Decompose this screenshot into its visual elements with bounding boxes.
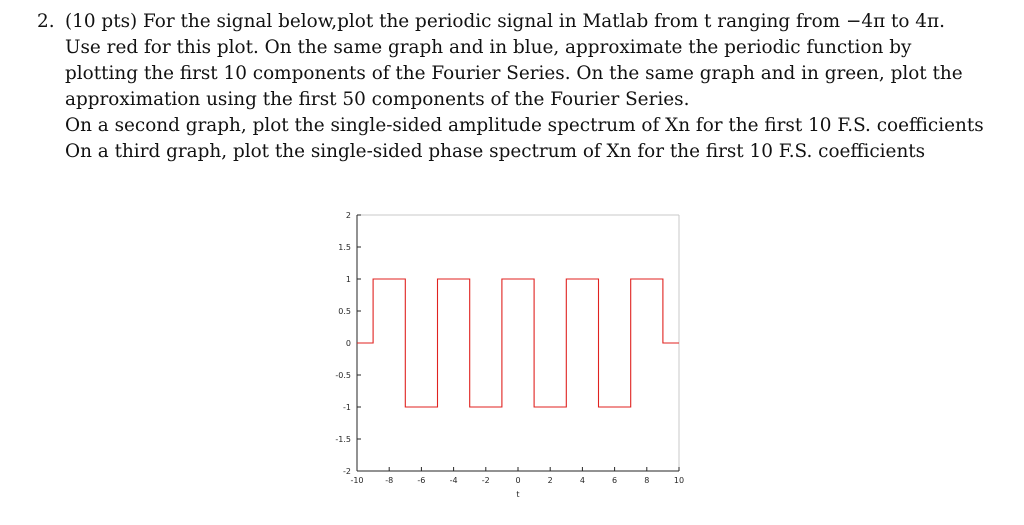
x-tick-label: -2	[481, 476, 490, 485]
x-tick-label: -8	[385, 476, 394, 485]
problem-line: approximation using the first 50 components of the Fourier Series.	[65, 89, 690, 110]
y-tick-label: -1.5	[335, 435, 351, 444]
y-tick-label: 2	[345, 211, 351, 220]
signal-series-line	[357, 279, 679, 407]
x-tick-label: 6	[612, 476, 618, 485]
problem-text-1: (10 pts) For the signal below,plot the periodic signal in Matlab from t ranging from −4π to 4π.	[65, 11, 945, 32]
x-tick-label: -10	[350, 476, 364, 485]
x-tick-label: -4	[449, 476, 458, 485]
y-tick-label: -1	[343, 403, 351, 412]
x-axis-label: t	[516, 490, 520, 499]
problem-line: Use red for this plot. On the same graph and in blue, approximate the periodic function by	[65, 37, 912, 58]
y-tick-label: 1	[345, 275, 351, 284]
problem-line: On a second graph, plot the single-sided amplitude spectrum of Xn for the first 10 F.S. coefficients	[65, 115, 984, 136]
x-tick-label: 8	[644, 476, 650, 485]
y-tick-label: -2	[343, 467, 351, 476]
problem-line	[37, 9, 1012, 35]
y-tick-label: -0.5	[335, 371, 351, 380]
problem-statement	[37, 9, 1012, 165]
y-tick-label: 0	[345, 339, 351, 348]
signal-plot-svg	[320, 205, 700, 505]
x-tick-label: -6	[417, 476, 426, 485]
x-tick-label: 0	[515, 476, 521, 485]
x-tick-label: 2	[547, 476, 553, 485]
signal-plot	[320, 205, 700, 509]
problem-line: plotting the first 10 components of the Fourier Series. On the same graph and in green, plot the	[65, 63, 963, 84]
x-tick-label: 4	[579, 476, 585, 485]
problem-line: On a third graph, plot the single-sided phase spectrum of Xn for the first 10 F.S. coefficients	[65, 141, 926, 162]
x-tick-label: 10	[673, 476, 685, 485]
y-tick-label: 1.5	[338, 243, 351, 252]
problem-number: 2.	[37, 11, 55, 32]
y-tick-label: 0.5	[338, 307, 351, 316]
